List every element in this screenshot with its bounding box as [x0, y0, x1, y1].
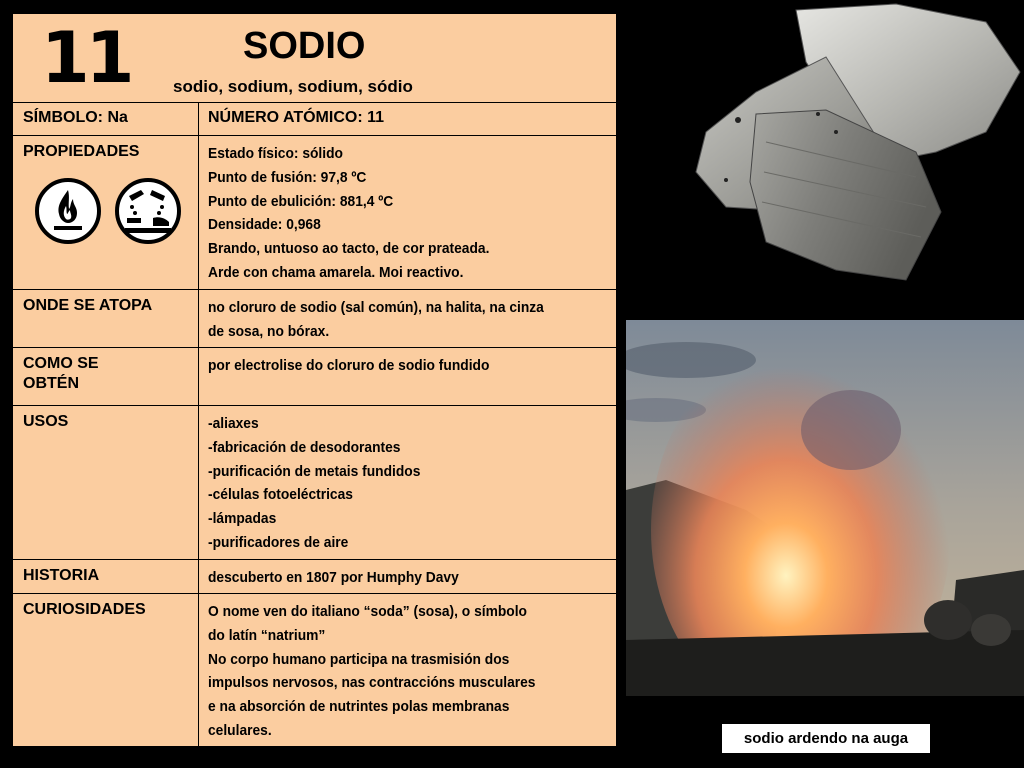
symbol-label: SÍMBOLO: Na	[23, 109, 128, 126]
found-line: de sosa, no bórax.	[208, 322, 330, 340]
sodium-burning-photo	[626, 320, 1024, 696]
obtained-label-line: COMO SE	[23, 355, 99, 372]
use-line: -purificación de metais fundidos	[208, 462, 421, 480]
use-line: -células fotoeléctricas	[208, 486, 353, 504]
element-card	[12, 13, 617, 747]
uses-value	[208, 412, 576, 555]
card-header	[13, 14, 616, 103]
property-line: Brando, untuoso ao tacto, de cor prateada.	[208, 240, 490, 258]
element-translations: sodio, sodium, sodium, sódio	[173, 77, 413, 96]
curiosity-line: No corpo humano participa na trasmisión dos	[208, 650, 510, 668]
property-line: Densidade: 0,968	[208, 216, 321, 234]
uses-label: USOS	[23, 413, 69, 430]
row-properties	[13, 136, 616, 290]
history-value	[208, 566, 576, 590]
history-label: HISTORIA	[23, 567, 100, 584]
property-line: Punto de ebulición: 881,4 ºC	[208, 192, 394, 210]
property-line: Punto de fusión: 97,8 ºC	[208, 168, 367, 186]
photo-caption: sodio ardendo na auga	[722, 724, 930, 753]
properties-value	[208, 142, 576, 285]
obtained-line: por electrolise do cloruro de sodio fundido	[208, 357, 490, 374]
found-line: no cloruro de sodio (sal común), na halita, na cinza	[208, 299, 544, 316]
found-label: ONDE SE ATOPA	[23, 297, 153, 314]
row-symbol	[13, 102, 616, 136]
row-found	[13, 290, 616, 348]
sodium-metal-photo	[686, 2, 1022, 284]
row-uses	[13, 406, 616, 560]
property-line: Estado físico: sólido	[208, 145, 343, 162]
atomic-number: 11	[41, 17, 131, 99]
curiosity-line: celulares.	[208, 721, 272, 739]
obtained-label-line: OBTÉN	[23, 375, 79, 392]
found-value	[208, 296, 576, 344]
history-line: descuberto en 1807 por Humphy Davy	[208, 569, 459, 586]
use-line: -aliaxes	[208, 415, 259, 432]
obtained-value	[208, 354, 576, 378]
curiosity-line: do latín “natrium”	[208, 626, 326, 644]
use-line: -purificadores de aire	[208, 533, 349, 551]
curiosities-label: CURIOSIDADES	[23, 601, 146, 618]
property-line: Arde con chama amarela. Moi reactivo.	[208, 263, 464, 281]
curiosity-line: e na absorción de nutrintes polas membranas	[208, 698, 510, 716]
element-name: SODIO	[243, 25, 366, 67]
curiosities-value	[208, 600, 576, 743]
obtained-label	[23, 354, 193, 394]
curiosity-line: O nome ven do italiano “soda” (sosa), o símbolo	[208, 603, 527, 620]
row-curiosities	[13, 594, 616, 747]
use-line: -fabricación de desodorantes	[208, 438, 401, 456]
flammable-icon	[35, 178, 101, 244]
corrosive-icon	[115, 178, 181, 244]
row-history	[13, 560, 616, 594]
curiosity-line: impulsos nervosos, nas contraccións musculares	[208, 674, 536, 692]
row-obtained	[13, 348, 616, 406]
properties-label: PROPIEDADES	[23, 143, 140, 160]
atomic-number-value: NÚMERO ATÓMICO: 11	[208, 109, 385, 126]
use-line: -lámpadas	[208, 510, 277, 528]
